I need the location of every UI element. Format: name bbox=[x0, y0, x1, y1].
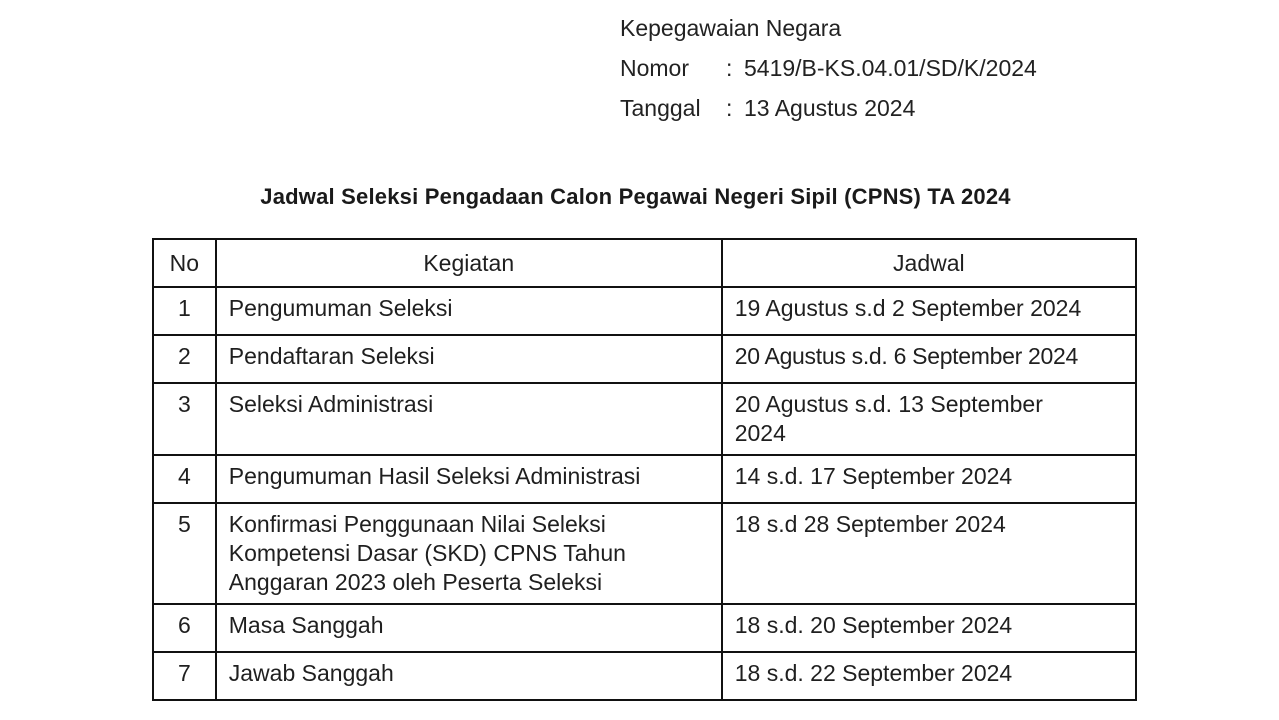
kegiatan-text: Pendaftaran Seleksi bbox=[228, 343, 435, 369]
row-number: 6 bbox=[177, 612, 191, 638]
table-row bbox=[153, 604, 1136, 652]
row-number: 1 bbox=[177, 295, 191, 321]
kegiatan-cell bbox=[216, 335, 722, 383]
header-nomor-line bbox=[620, 48, 1037, 88]
header-tanggal-line bbox=[620, 88, 1037, 128]
jadwal-cell bbox=[722, 604, 1136, 652]
kegiatan-cell bbox=[216, 503, 722, 604]
jadwal-cell bbox=[722, 455, 1136, 503]
jadwal-text: 20 Agustus s.d. 6 September 2024 bbox=[734, 343, 1079, 369]
kegiatan-cell bbox=[216, 287, 722, 335]
jadwal-cell bbox=[722, 383, 1136, 455]
jadwal-text: 19 Agustus s.d 2 September 2024 bbox=[734, 295, 1082, 321]
column-header-no: No bbox=[153, 239, 216, 287]
header-agency-line: Kepegawaian Negara bbox=[620, 15, 842, 41]
nomor-value: 5419/B-KS.04.01/SD/K/2024 bbox=[744, 55, 1037, 81]
document-title: Jadwal Seleksi Pengadaan Calon Pegawai Negeri Sipil (CPNS) TA 2024 bbox=[260, 184, 1011, 209]
kegiatan-cell bbox=[216, 455, 722, 503]
jadwal-cell bbox=[722, 287, 1136, 335]
kegiatan-text: Jawab Sanggah bbox=[228, 660, 394, 686]
row-number: 2 bbox=[177, 343, 191, 369]
kegiatan-cell bbox=[216, 652, 722, 700]
jadwal-cell bbox=[722, 335, 1136, 383]
table-row bbox=[153, 287, 1136, 335]
table-row bbox=[153, 383, 1136, 455]
kegiatan-text: Pengumuman Hasil Seleksi Administrasi bbox=[228, 463, 641, 489]
row-number-cell bbox=[153, 455, 216, 503]
document-title-wrap bbox=[0, 184, 1279, 210]
schedule-table bbox=[152, 238, 1137, 701]
jadwal-text: 20 Agustus s.d. 13 September 2024 bbox=[734, 391, 1043, 446]
nomor-separator: : bbox=[726, 55, 733, 81]
jadwal-text: 18 s.d. 22 September 2024 bbox=[734, 660, 1013, 686]
tanggal-value: 13 Agustus 2024 bbox=[744, 95, 916, 121]
kegiatan-text: Seleksi Administrasi bbox=[228, 391, 434, 417]
table-row bbox=[153, 652, 1136, 700]
table-header-row bbox=[153, 239, 1136, 287]
jadwal-text: 18 s.d 28 September 2024 bbox=[734, 511, 1006, 537]
kegiatan-cell bbox=[216, 604, 722, 652]
jadwal-text: 18 s.d. 20 September 2024 bbox=[734, 612, 1013, 638]
column-header-kegiatan: Kegiatan bbox=[216, 239, 722, 287]
row-number-cell bbox=[153, 335, 216, 383]
jadwal-cell bbox=[722, 503, 1136, 604]
row-number: 3 bbox=[177, 391, 191, 417]
table-row bbox=[153, 455, 1136, 503]
row-number-cell bbox=[153, 503, 216, 604]
row-number: 4 bbox=[177, 463, 191, 489]
table-row bbox=[153, 335, 1136, 383]
row-number-cell bbox=[153, 652, 216, 700]
row-number-cell bbox=[153, 383, 216, 455]
tanggal-separator: : bbox=[726, 95, 733, 121]
kegiatan-text: Masa Sanggah bbox=[228, 612, 384, 638]
row-number: 7 bbox=[177, 660, 191, 686]
column-header-jadwal: Jadwal bbox=[722, 239, 1136, 287]
nomor-label: Nomor bbox=[620, 55, 690, 81]
row-number-cell bbox=[153, 604, 216, 652]
kegiatan-text: Konfirmasi Penggunaan Nilai Seleksi Kompetensi Dasar (SKD) CPNS Tahun Anggaran 2023 oleh Peserta Seleksi bbox=[228, 511, 626, 595]
letter-reference-block bbox=[620, 8, 1037, 128]
jadwal-text: 14 s.d. 17 September 2024 bbox=[734, 463, 1013, 489]
jadwal-cell bbox=[722, 652, 1136, 700]
row-number: 5 bbox=[177, 511, 191, 537]
row-number-cell bbox=[153, 287, 216, 335]
kegiatan-text: Pengumuman Seleksi bbox=[228, 295, 453, 321]
kegiatan-cell bbox=[216, 383, 722, 455]
table-row bbox=[153, 503, 1136, 604]
tanggal-label: Tanggal bbox=[620, 95, 701, 121]
